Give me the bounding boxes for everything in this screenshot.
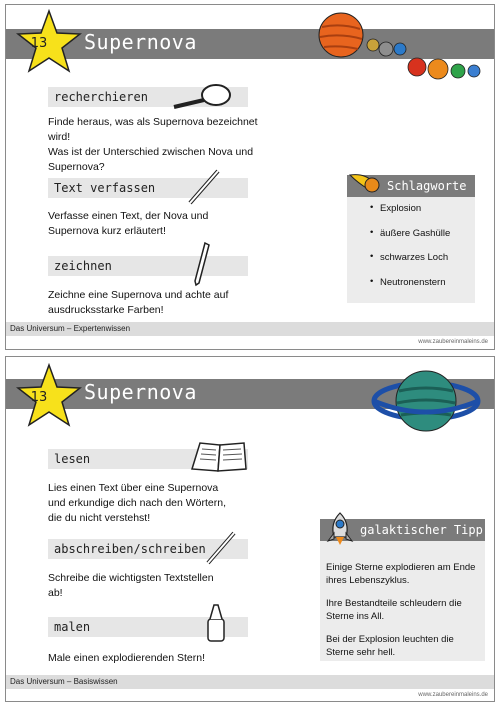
pencil-icon	[192, 241, 212, 287]
page-title: Supernova	[84, 380, 197, 404]
list-item: • Neutronenstern	[370, 277, 450, 302]
footer: Das Universum – Basiswissen	[6, 675, 494, 689]
book-icon	[190, 439, 248, 473]
section-label-abschreiben: abschreiben/schreiben	[48, 539, 248, 559]
task-text-3: Zeichne eine Supernova und achte auf ausdrucksstarke Farben!	[48, 289, 229, 316]
comet-icon	[346, 169, 382, 197]
keywords-header: Schlagworte	[347, 175, 475, 197]
tip-paragraph-2: Ihre Bestandteile schleudern die Sterne ins All.	[326, 598, 462, 622]
task-number: 13	[30, 390, 48, 405]
task-text-2: Schreibe die wichtigsten Textstellen ab!	[48, 572, 214, 599]
magnifier-icon	[170, 81, 236, 111]
paintbrush-icon	[202, 601, 230, 645]
section-label-text-verfassen: Text verfassen	[48, 178, 248, 198]
list-item: • Explosion	[370, 203, 450, 228]
website-url: www.zaubereinmaleins.de	[418, 692, 488, 698]
planets-icon	[316, 9, 486, 81]
section-label-recherchieren: recherchieren	[48, 87, 248, 107]
rocket-icon	[324, 511, 356, 547]
card-basic	[5, 356, 495, 702]
section-label-zeichnen: zeichnen	[48, 256, 248, 276]
section-label-lesen: lesen	[48, 449, 248, 469]
website-url: www.zaubereinmaleins.de	[418, 339, 488, 345]
footer: Das Universum – Expertenwissen	[6, 322, 494, 336]
task-text-1: Lies einen Text über eine Supernova und erkundige dich nach den Wörtern, die du nicht verstehst!	[48, 482, 227, 524]
card-expert	[5, 4, 495, 350]
pen-icon	[202, 529, 240, 567]
tip-header: galaktischer Tipp	[320, 519, 485, 541]
task-text-3: Male einen explodierenden Stern!	[48, 652, 206, 664]
list-item: • schwarzes Loch	[370, 252, 450, 277]
tip-paragraph-3: Bei der Explosion leuchten die Sterne sehr hell.	[326, 634, 454, 658]
task-text-1: Finde heraus, was als Supernova bezeichnet wird! Was ist der Unterschied zwischen Nova und Supernova?	[48, 116, 258, 173]
task-number: 13	[30, 36, 48, 51]
section-label-malen: malen	[48, 617, 248, 637]
ringed-planet-icon	[371, 361, 481, 441]
tip-paragraph-1: Einige Sterne explodieren am Ende ihres Lebenszyklus.	[326, 562, 476, 586]
keywords-list	[370, 203, 450, 301]
task-text-2: Verfasse einen Text, der Nova und Supernova kurz erläutert!	[48, 210, 209, 237]
list-item: • äußere Gashülle	[370, 228, 450, 253]
page-title: Supernova	[84, 30, 197, 54]
pen-icon	[184, 167, 224, 207]
